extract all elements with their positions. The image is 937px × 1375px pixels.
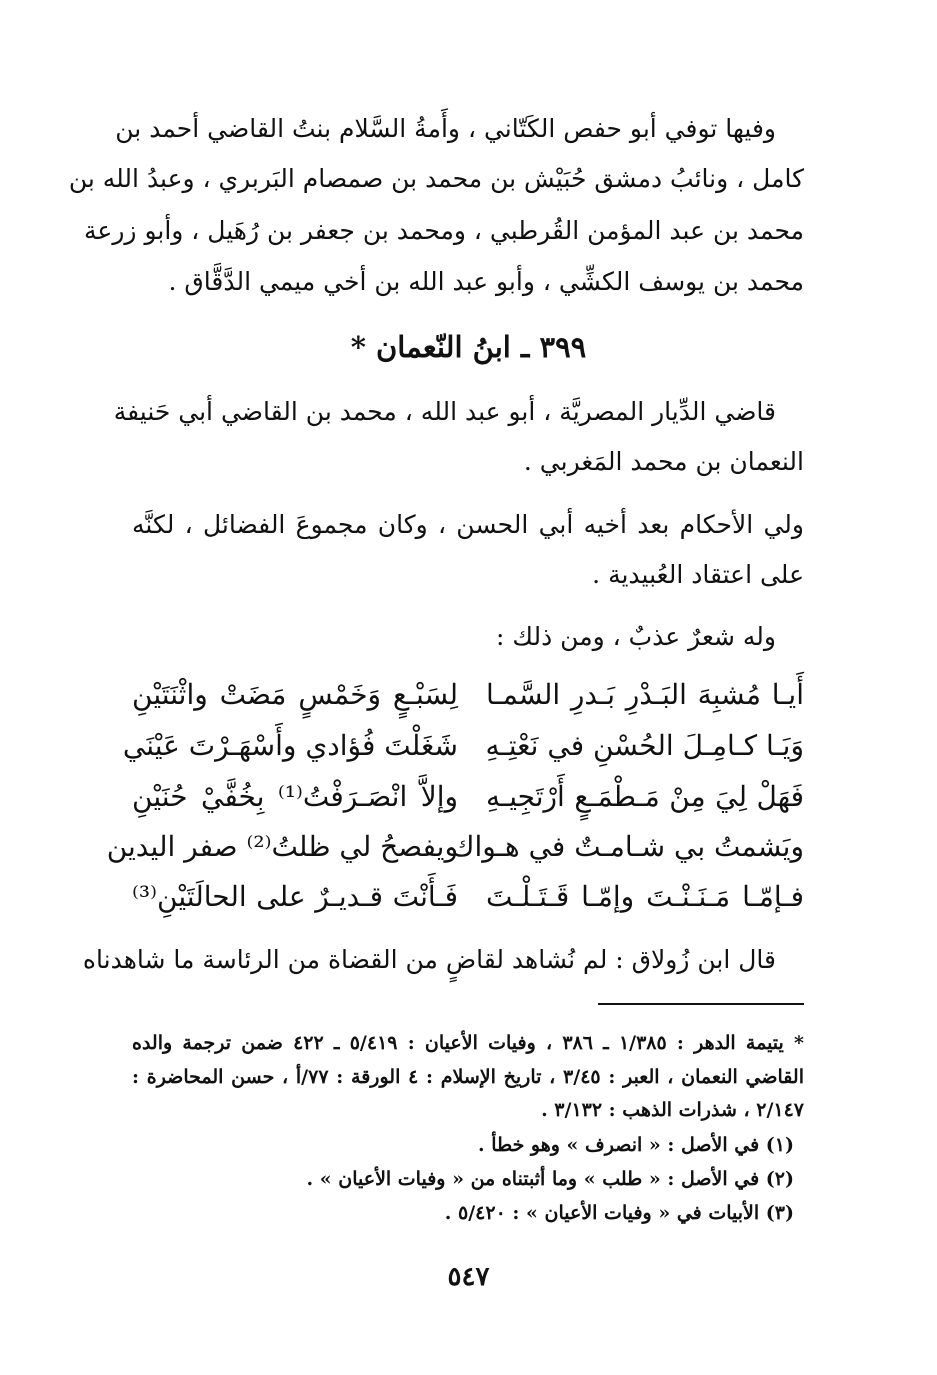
verse-first-hemistich: فـإمّـا مَـنَـنْـتَ وإمّـا قَـتَـلْـتَ bbox=[486, 880, 804, 913]
footnote-note: (١) في الأصل : « انصرف » وهو خطأ . bbox=[477, 1134, 794, 1156]
entry-heading: ٣٩٩ ـ ابنُ النّعمان * bbox=[350, 330, 587, 364]
verse-first-hemistich: أَيـا مُشبِهَ البَـدْرِ بَـدرِ السَّمـا bbox=[486, 678, 804, 711]
intro-line: محمد بن يوسف الكشِّي ، وأبو عبد الله بن أخي ميمي الدَّقَّاق . bbox=[168, 267, 804, 296]
entry-paragraph-line: النعمان بن محمد المَغربي . bbox=[523, 447, 804, 476]
verse bbox=[132, 872, 804, 922]
verse-first-hemistich: ويَشمتُ بي شـامـتٌ في هـواك bbox=[451, 830, 804, 863]
footnote-source-line: * يتيمة الدهر : ١/٣٨٥ ـ ٣٨٦ ، وفيات الأعيان : ٥/٤١٩ ـ ٤٢٢ ضمن ترجمة والده bbox=[132, 1032, 804, 1054]
verse-second-hemistich: فَـأَنْتَ قـديـرٌ على الحالَتَيْنِ⁽³⁾ bbox=[132, 880, 458, 913]
verse-second-hemistich: شَغَلْتَ فُؤادي وأَسْهَـرْتَ عَيْنَي bbox=[122, 729, 458, 762]
footnote-note: (٣) الأبيات في « وفيات الأعيان » : ٥/٤٢٠ . bbox=[444, 1202, 794, 1224]
verse bbox=[132, 772, 804, 822]
verse-second-hemistich: لِسَبْـعٍ وَخَمْسٍ مَضَتْ واثْنَتَيْنِ bbox=[132, 678, 458, 711]
intro-line: محمد بن عبد المؤمن القُرطبي ، ومحمد بن جعفر بن رُهَيل ، وأبو زرعة bbox=[84, 216, 804, 245]
entry-paragraph-line: ولي الأحكام بعد أخيه أبي الحسن ، وكان مجموعَ الفضائل ، لكنَّه bbox=[132, 510, 804, 539]
verse-first-hemistich: فَهَلْ لِيَ مِنْ مَـطْمَـعٍ أَرْتَجِيـهِ bbox=[486, 780, 804, 813]
verse bbox=[122, 721, 804, 771]
poetry-intro: وله شعرٌ عذبٌ ، ومن ذلك : bbox=[496, 622, 776, 651]
footnote-source-line: ٢/١٤٧ ، شذرات الذهب : ٣/١٣٢ . bbox=[541, 1099, 804, 1121]
footnote-source-line: القاضي النعمان ، العبر : ٣/٤٥ ، تاريخ الإسلام : ٤ الورقة : ٧٧/أ ، حسن المحاضرة : bbox=[132, 1066, 804, 1088]
footnote-separator bbox=[598, 1003, 804, 1005]
entry-paragraph-line: على اعتقاد العُبيدية . bbox=[592, 560, 804, 589]
page-number: ٥٤٧ bbox=[447, 1262, 490, 1292]
footnote-note: (٢) في الأصل : « طلب » وما أثبتناه من « وفيات الأعيان » . bbox=[306, 1168, 794, 1190]
verse bbox=[132, 670, 804, 720]
entry-paragraph-line: قاضي الدِّيار المصريَّة ، أبو عبد الله ، محمد بن القاضي أبي حَنيفة bbox=[113, 397, 776, 426]
verse-first-hemistich: وَيَـا كـامِـلَ الحُسْنِ في نَعْتِـهِ bbox=[485, 729, 804, 762]
intro-line: وفيها توفي أبو حفص الكَتّاني ، وأَمةُ السَّلام بنتُ القاضي أحمد بن bbox=[115, 114, 776, 143]
verse-second-hemistich: ويفصحُ لي ظلتُ⁽²⁾ صفر اليدين bbox=[106, 830, 458, 863]
verse-second-hemistich: وإلاَّ انْصَـرَفْتُ⁽¹⁾ بِخُفَّيْ حُنَيْنِ bbox=[132, 780, 458, 813]
verse bbox=[106, 822, 804, 872]
intro-line: كامل ، ونائبُ دمشق حُبَيْش بن محمد بن صمصام البَربري ، وعبدُ الله بن bbox=[68, 164, 804, 193]
closing-line: قال ابن زُولاق : لم نُشاهد لقاضٍ من القضاة من الرئاسة ما شاهدناه bbox=[82, 945, 776, 974]
